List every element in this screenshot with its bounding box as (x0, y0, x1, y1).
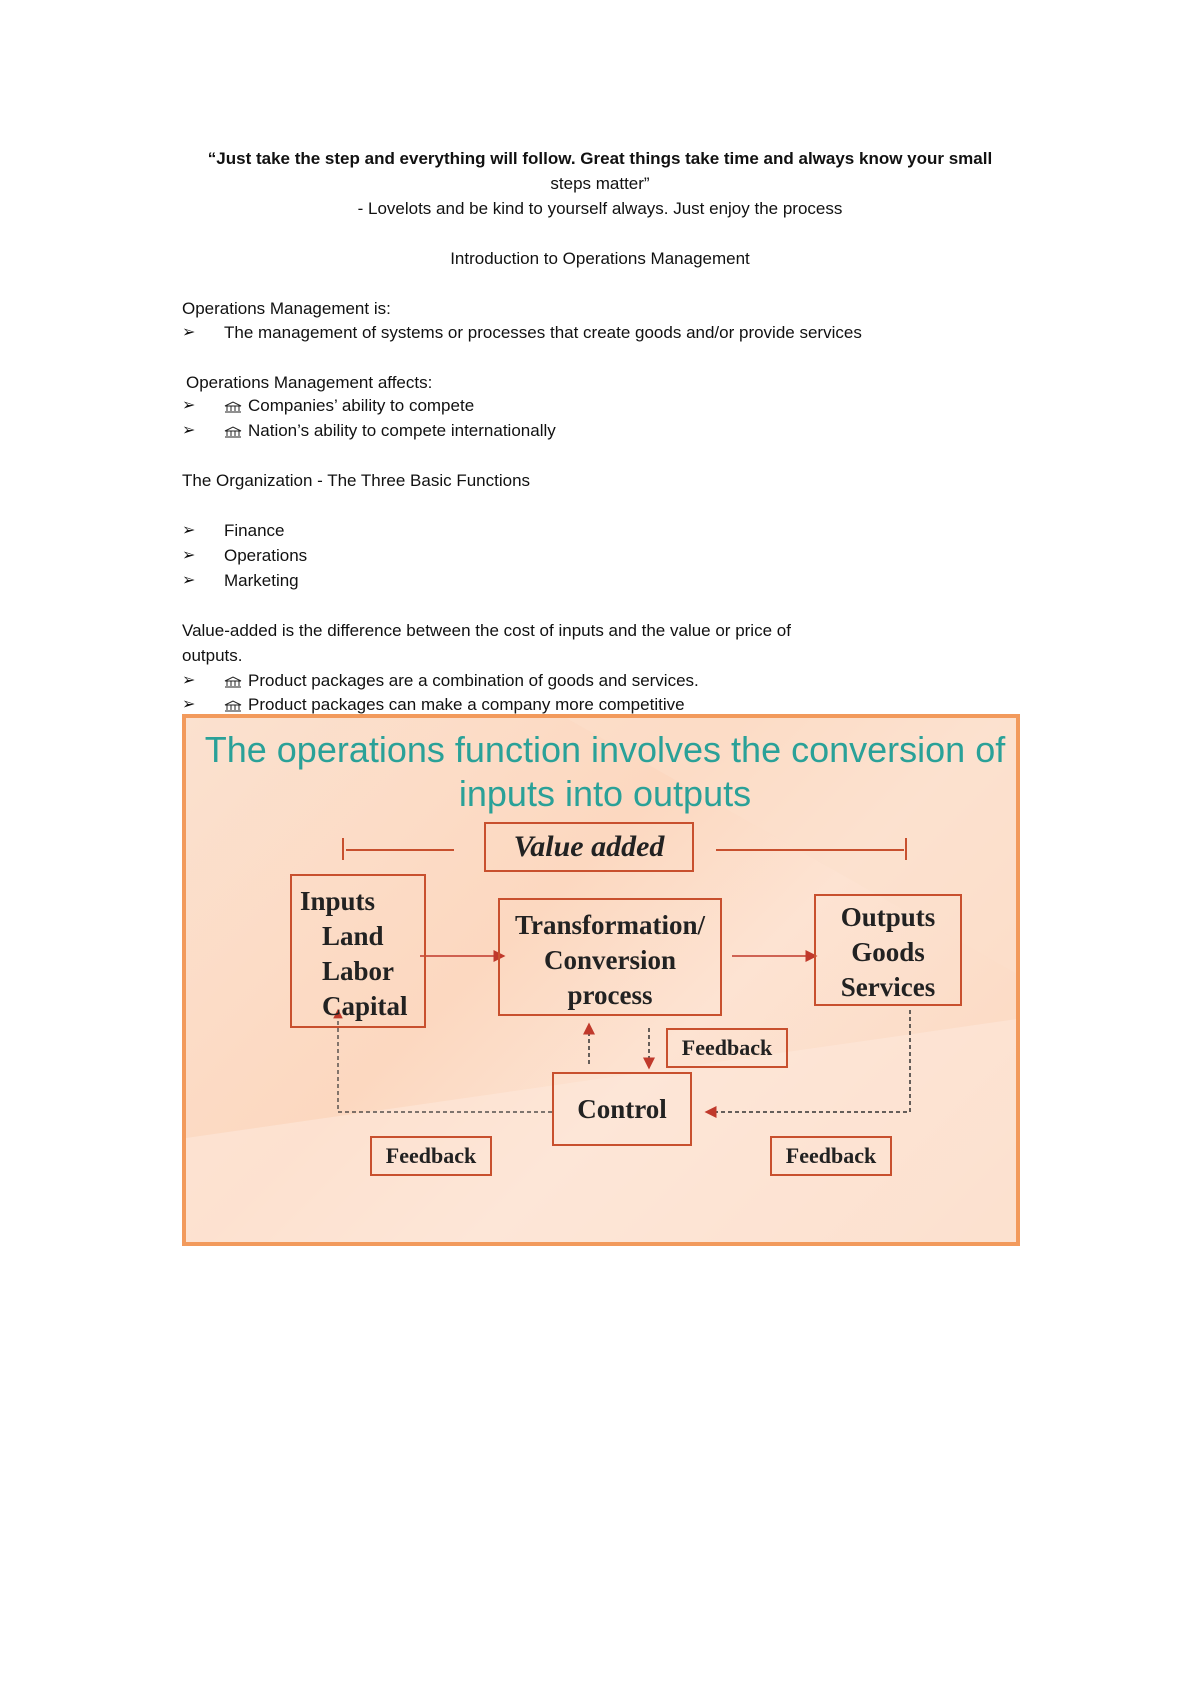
arrow-bullet-icon: ➢ (182, 547, 196, 564)
bank-icon (224, 401, 242, 413)
output-item: Goods (851, 937, 925, 967)
arrow-bullet-icon: ➢ (182, 422, 196, 439)
bank-icon (224, 676, 242, 688)
outputs-label: Outputs (840, 902, 936, 932)
arrow-bullet-icon: ➢ (182, 672, 196, 689)
transformation-box (498, 898, 722, 1016)
om-affects-item-label: Nation’s ability to compete internationally (248, 421, 556, 440)
arrow-bullet-icon: ➢ (182, 397, 196, 414)
operations-slide (182, 714, 1020, 1246)
value-added-item (224, 694, 685, 716)
input-item: Labor (322, 956, 395, 986)
inputs-box (290, 874, 426, 1028)
om-affects-item (224, 395, 474, 417)
outputs-box (814, 894, 962, 1006)
om-affects-item (224, 420, 556, 442)
inputs-label: Inputs (300, 886, 376, 916)
arrow-bullet-icon: ➢ (182, 324, 196, 341)
bank-icon (224, 700, 242, 712)
value-added-item (224, 670, 699, 692)
feedback-box-left: Feedback (370, 1136, 492, 1176)
output-item: Services (840, 972, 936, 1002)
slide-title-line-2: inputs into outputs (458, 773, 752, 814)
value-added-item-label: Product packages are a combination of goods and services. (248, 671, 699, 690)
bank-icon (224, 426, 242, 438)
om-is-heading: Operations Management is: (182, 299, 391, 318)
arrow-bullet-icon: ➢ (182, 522, 196, 539)
value-added-line-2: outputs. (182, 646, 243, 665)
arrow-bullet-icon: ➢ (182, 696, 196, 713)
organization-heading: The Organization - The Three Basic Functions (182, 471, 531, 490)
function-item: Operations (224, 546, 308, 565)
quote-line-2: steps matter” (550, 174, 650, 193)
control-box: Control (552, 1072, 692, 1146)
feedback-box-middle: Feedback (666, 1028, 788, 1068)
quote-line-1: “Just take the step and everything will follow. Great things take time and always know your small (207, 149, 993, 168)
value-added-box: Value added (484, 822, 694, 872)
transformation-label: process (567, 980, 653, 1010)
slide-title-line-1: The operations function involves the conversion of (204, 729, 1006, 770)
arrow-bullet-icon: ➢ (182, 572, 196, 589)
page-title: Introduction to Operations Management (450, 249, 750, 268)
transformation-label: Transformation/ (515, 910, 705, 940)
input-item: Land (322, 921, 384, 951)
om-is-item: The management of systems or processes that create goods and/or provide services (224, 323, 862, 342)
input-item: Capital (322, 991, 408, 1021)
value-added-line-1: Value-added is the difference between the cost of inputs and the value or price of (182, 621, 791, 640)
om-affects-heading: Operations Management affects: (186, 373, 433, 392)
function-item: Marketing (224, 571, 299, 590)
feedback-box-right: Feedback (770, 1136, 892, 1176)
om-affects-item-label: Companies’ ability to compete (248, 396, 475, 415)
value-added-item-label: Product packages can make a company more competitive (248, 695, 685, 714)
function-item: Finance (224, 521, 285, 540)
quote-line-3: - Lovelots and be kind to yourself always. Just enjoy the process (357, 199, 843, 218)
transformation-label: Conversion (543, 945, 676, 975)
